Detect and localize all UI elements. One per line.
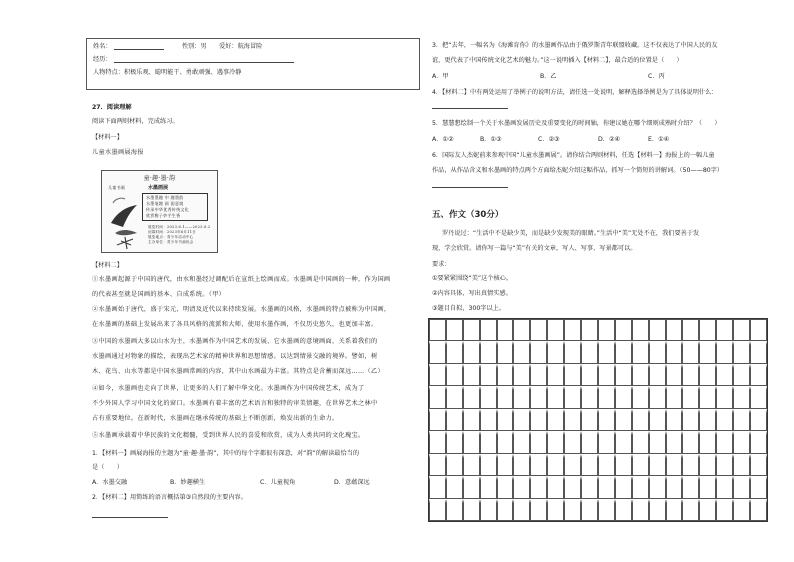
grid-cell[interactable] — [530, 454, 547, 476]
info-line: 主办单位：青少年书画协会 — [148, 240, 194, 244]
grid-cell[interactable] — [666, 454, 683, 476]
composition-heading: 五、作文（30分） — [432, 210, 504, 220]
q6-answer-line[interactable] — [432, 187, 508, 188]
question-6: 6．国际友人杰妮前来参观中国“儿童水墨画展”。请你结合两则材料，任选【材料一】海报上的一幅儿童 — [432, 152, 715, 159]
grid-cell[interactable] — [632, 319, 649, 341]
grid-cell[interactable] — [480, 499, 497, 521]
grid-cell[interactable] — [480, 431, 497, 453]
grid-cell[interactable] — [547, 409, 564, 431]
grid-cell[interactable] — [716, 454, 733, 476]
q3-option-a[interactable]: A．甲 — [432, 73, 449, 80]
experience-blank[interactable] — [114, 56, 294, 63]
question-3: 3．把“去年，一幅名为《海滩育你》的水墨画作品由于俄罗斯青年联盟收藏。这不仅表达了中国人民的友 — [432, 42, 718, 49]
grid-cell[interactable] — [699, 386, 716, 408]
grid-cell[interactable] — [547, 499, 564, 521]
grid-cell[interactable] — [547, 341, 564, 363]
traits-text: 人物特点：积极乐观、聪明能干、勇敢顽强、遇事冷静 — [93, 69, 242, 76]
q1-option-a[interactable]: A．水墨交融 — [92, 479, 128, 486]
grid-cell[interactable] — [699, 499, 716, 521]
question-4: 4．【材料二】中有两处运用了举例子的说明方法，请任选一处说明，解释选择举例是为了具体说明什么： — [432, 89, 718, 96]
grid-cell[interactable] — [480, 386, 497, 408]
grid-cell[interactable] — [615, 499, 632, 521]
grid-cell[interactable] — [733, 364, 750, 386]
slogan-line: 欣赏稚子妙手生香 — [146, 213, 181, 218]
grid-cell[interactable] — [733, 341, 750, 363]
requirements-label: 要求： — [432, 261, 451, 268]
grid-cell[interactable] — [547, 454, 564, 476]
grid-cell[interactable] — [429, 499, 446, 521]
grid-cell[interactable] — [598, 364, 615, 386]
grid-cell[interactable] — [649, 364, 666, 386]
requirement-3: ③题目自拟，300字以上。 — [432, 305, 506, 312]
grid-cell[interactable] — [513, 386, 530, 408]
grid-cell[interactable] — [649, 319, 666, 341]
poster-info — [148, 225, 211, 245]
grid-cell[interactable] — [497, 476, 514, 498]
grid-cell[interactable] — [632, 364, 649, 386]
paragraph-line: ⑤水墨画承载着中华民族的文化精髓，受到世界人民的喜爱和欣赏，成为人类共同的文化瑰宝。 — [92, 432, 365, 439]
grid-cell[interactable] — [750, 499, 767, 521]
grid-cell[interactable] — [632, 386, 649, 408]
paragraph-line: 在水墨画的基础上发展出来了各具风格的流派和大师，使用水墨作画，不仅历史悠久，也更加丰富。 — [92, 321, 378, 328]
grid-cell[interactable] — [564, 431, 581, 453]
grid-cell[interactable] — [750, 341, 767, 363]
q5-option-e[interactable]: E．①④ — [648, 136, 670, 143]
grid-cell[interactable] — [716, 319, 733, 341]
grid-cell[interactable] — [750, 319, 767, 341]
grid-cell[interactable] — [497, 364, 514, 386]
grid-cell[interactable] — [615, 476, 632, 498]
grid-cell[interactable] — [564, 364, 581, 386]
grid-cell[interactable] — [530, 364, 547, 386]
slogan-line: 传承中华优秀传统文化 — [146, 207, 189, 212]
grid-cell[interactable] — [446, 386, 463, 408]
question-3-cont: 谊，更代表了中国传统文化艺术的魅力。”这一说明插入【材料二】，最合适的位置是（ ） — [432, 57, 683, 64]
grid-cell[interactable] — [682, 499, 699, 521]
poster-slogan-box — [142, 193, 208, 221]
grid-cell[interactable] — [463, 431, 480, 453]
grid-cell[interactable] — [530, 386, 547, 408]
grid-cell[interactable] — [699, 454, 716, 476]
question-2: 2．【材料二】用简练的语言概括第③自然段的主要内容。 — [92, 494, 247, 501]
student-info-card — [86, 38, 420, 90]
grid-cell[interactable] — [480, 319, 497, 341]
grid-cell[interactable] — [547, 431, 564, 453]
grid-cell[interactable] — [480, 409, 497, 431]
grid-cell[interactable] — [497, 499, 514, 521]
grid-cell[interactable] — [480, 364, 497, 386]
grid-cell[interactable] — [581, 386, 598, 408]
grid-cell[interactable] — [632, 499, 649, 521]
paragraph-line: ④如今，水墨画也走向了世界，让更多的人们了解中华文化。水墨画作为中国传统艺术，成为了 — [92, 385, 365, 392]
material2-tag: 【材料二】 — [92, 262, 123, 269]
grid-cell[interactable] — [666, 364, 683, 386]
grid-cell[interactable] — [463, 341, 480, 363]
grid-cell[interactable] — [750, 454, 767, 476]
grid-cell[interactable] — [463, 386, 480, 408]
grid-cell[interactable] — [666, 476, 683, 498]
grid-cell[interactable] — [598, 386, 615, 408]
info-line: 展览时间：2023.6.1——2023.6.2 — [148, 225, 211, 229]
paragraph-line: ①水墨画起源于中国的唐代，由水和墨经过调配后在宣纸上绘画而成。水墨画是中国画的一种，作为国画 — [92, 276, 391, 283]
grid-cell[interactable] — [733, 476, 750, 498]
grid-cell[interactable] — [750, 409, 767, 431]
name-label: 姓名： — [93, 43, 112, 50]
grid-cell[interactable] — [733, 409, 750, 431]
grid-cell[interactable] — [632, 341, 649, 363]
grid-cell[interactable] — [497, 341, 514, 363]
grid-cell[interactable] — [649, 431, 666, 453]
grid-cell[interactable] — [497, 386, 514, 408]
grid-cell[interactable] — [649, 386, 666, 408]
grid-cell[interactable] — [581, 499, 598, 521]
grid-cell[interactable] — [564, 409, 581, 431]
composition-prompt-line: 现，学会欣赏。请你写一篇与“美”有关的文章，写人、写事、写景都可以。 — [432, 245, 637, 252]
grid-cell[interactable] — [598, 499, 615, 521]
grid-cell[interactable] — [666, 341, 683, 363]
grid-cell[interactable] — [429, 476, 446, 498]
grid-cell[interactable] — [649, 341, 666, 363]
grid-cell[interactable] — [530, 476, 547, 498]
grid-cell[interactable] — [632, 476, 649, 498]
grid-cell[interactable] — [733, 499, 750, 521]
paragraph-line: ③中国的水墨画大多以山水为主，水墨画作为中国艺术的发展，它水墨画的意境画面，关系着我们的 — [92, 338, 378, 345]
grid-cell[interactable] — [530, 341, 547, 363]
grid-cell[interactable] — [446, 364, 463, 386]
material1-caption: 儿童水墨画展海报 — [92, 149, 144, 156]
question-1: 1．【材料一】画展海报的主题为“童·趣·墨·韵”，其中的每个字都很有深意，对“韵”的解读最恰当的 — [92, 450, 360, 457]
grid-cell[interactable] — [513, 431, 530, 453]
grid-cell[interactable] — [429, 454, 446, 476]
q5-option-c[interactable]: C．②③ — [538, 136, 560, 143]
grid-cell[interactable] — [429, 386, 446, 408]
q3-option-b[interactable]: B．乙 — [540, 73, 557, 80]
q5-option-d[interactable]: D．②④ — [598, 136, 621, 143]
q1-option-b[interactable]: B．妙趣横生 — [170, 479, 206, 486]
grid-cell[interactable] — [513, 319, 530, 341]
grid-cell[interactable] — [581, 409, 598, 431]
grid-cell[interactable] — [513, 476, 530, 498]
requirement-2: ②内容具体，写出真情实感。 — [432, 290, 512, 297]
gender-text: 性别：男 — [181, 43, 207, 50]
grid-cell[interactable] — [615, 319, 632, 341]
grid-cell[interactable] — [497, 454, 514, 476]
grid-cell[interactable] — [699, 319, 716, 341]
grid-cell[interactable] — [716, 386, 733, 408]
grid-cell[interactable] — [513, 341, 530, 363]
grid-cell[interactable] — [564, 454, 581, 476]
grid-cell[interactable] — [716, 364, 733, 386]
name-blank[interactable] — [114, 43, 164, 50]
grid-cell[interactable] — [716, 476, 733, 498]
slogan-line: 水墨墨趣 中 趣墨韵 — [146, 195, 184, 200]
ink-painting-image — [107, 193, 143, 251]
grid-cell[interactable] — [750, 364, 767, 386]
grid-cell[interactable] — [446, 499, 463, 521]
grid-cell[interactable] — [429, 431, 446, 453]
q5-option-b[interactable]: B．①③ — [480, 136, 502, 143]
grid-cell[interactable] — [463, 409, 480, 431]
section-27-heading: 27．阅读理解 — [92, 104, 132, 111]
grid-cell[interactable] — [682, 431, 699, 453]
grid-cell[interactable] — [530, 499, 547, 521]
grid-cell[interactable] — [716, 409, 733, 431]
grid-cell[interactable] — [429, 341, 446, 363]
grid-cell[interactable] — [615, 409, 632, 431]
grid-cell[interactable] — [513, 499, 530, 521]
grid-cell[interactable] — [666, 386, 683, 408]
info-line: 闭幕时间：2023年6月11日 — [148, 230, 197, 234]
paragraph-line: 的代表甚至就是国画的基本、自成系统。（甲） — [92, 291, 226, 298]
grid-cell[interactable] — [598, 476, 615, 498]
experience-label: 经历： — [93, 56, 112, 63]
grid-cell[interactable] — [581, 364, 598, 386]
grid-cell[interactable] — [750, 386, 767, 408]
grid-cell[interactable] — [480, 454, 497, 476]
grid-cell[interactable] — [649, 454, 666, 476]
grid-cell[interactable] — [733, 454, 750, 476]
grid-cell[interactable] — [564, 319, 581, 341]
paragraph-line: 占有重要地位。在新时代，水墨画在继承传统的基础上不断创新，焕发出新的生命力。 — [92, 415, 339, 422]
grid-cell[interactable] — [480, 341, 497, 363]
grid-cell[interactable] — [615, 341, 632, 363]
grid-cell[interactable] — [446, 476, 463, 498]
grid-cell[interactable] — [463, 454, 480, 476]
paragraph-line: 不少外国人学习中国文化的窗口。水墨画有着丰富的艺术语言和独特的审美情趣，在世界艺术之林中 — [92, 400, 378, 407]
grid-cell[interactable] — [547, 364, 564, 386]
grid-cell[interactable] — [699, 409, 716, 431]
grid-cell[interactable] — [581, 476, 598, 498]
grid-cell[interactable] — [649, 409, 666, 431]
grid-cell[interactable] — [666, 431, 683, 453]
material1-tag: 【材料一】 — [92, 134, 123, 141]
grid-cell[interactable] — [682, 319, 699, 341]
grid-cell[interactable] — [598, 341, 615, 363]
grid-cell[interactable] — [429, 409, 446, 431]
grid-cell[interactable] — [446, 409, 463, 431]
grid-cell[interactable] — [615, 386, 632, 408]
grid-cell[interactable] — [564, 386, 581, 408]
q1-option-d[interactable]: D．意蕴深远 — [334, 479, 370, 486]
grid-cell[interactable] — [750, 431, 767, 453]
grid-cell[interactable] — [581, 454, 598, 476]
grid-cell[interactable] — [530, 409, 547, 431]
grid-cell[interactable] — [513, 364, 530, 386]
grid-cell[interactable] — [615, 454, 632, 476]
grid-cell[interactable] — [598, 409, 615, 431]
grid-cell[interactable] — [666, 409, 683, 431]
grid-cell[interactable] — [581, 319, 598, 341]
essay-writing-grid[interactable] — [428, 318, 768, 522]
grid-cell[interactable] — [513, 409, 530, 431]
slogan-line: 水墨笔趣 画 韵意境 — [146, 201, 184, 206]
grid-cell[interactable] — [429, 319, 446, 341]
paragraph-line: 水墨画通过对物象的描绘，表现出艺术家的精神世界和思想情感。以达到情景交融的境界。譬如，树 — [92, 353, 378, 360]
grid-cell[interactable] — [547, 319, 564, 341]
grid-cell[interactable] — [682, 386, 699, 408]
grid-cell[interactable] — [699, 476, 716, 498]
grid-cell[interactable] — [598, 454, 615, 476]
grid-cell[interactable] — [699, 341, 716, 363]
grid-cell[interactable] — [446, 431, 463, 453]
info-line: 展览地点：青少年活动中心 — [148, 235, 194, 239]
grid-cell[interactable] — [733, 386, 750, 408]
grid-cell[interactable] — [463, 499, 480, 521]
grid-cell[interactable] — [581, 431, 598, 453]
question-5: 5．慧慧想绘制一个关于水墨画发展历史及重要变化的时间轴，你建议她在哪个细则成熟时介绍？（ ） — [432, 120, 721, 127]
grid-cell[interactable] — [564, 341, 581, 363]
grid-cell[interactable] — [632, 454, 649, 476]
grid-cell[interactable] — [750, 476, 767, 498]
grid-cell[interactable] — [480, 476, 497, 498]
q4-answer-line[interactable] — [432, 108, 508, 109]
grid-cell[interactable] — [513, 454, 530, 476]
grid-cell[interactable] — [564, 476, 581, 498]
q1-option-c[interactable]: C．儿童视角 — [260, 479, 296, 486]
grid-cell[interactable] — [581, 341, 598, 363]
grid-cell[interactable] — [564, 499, 581, 521]
grid-cell[interactable] — [497, 409, 514, 431]
grid-cell[interactable] — [632, 431, 649, 453]
instruction-text: 阅读下面两则材料，完成练习。 — [92, 118, 179, 125]
grid-cell[interactable] — [682, 409, 699, 431]
grid-cell[interactable] — [547, 386, 564, 408]
q3-option-c[interactable]: C．丙 — [648, 73, 665, 80]
grid-cell[interactable] — [699, 364, 716, 386]
grid-cell[interactable] — [446, 319, 463, 341]
grid-cell[interactable] — [446, 341, 463, 363]
question-6-cont: 作品，从作品含义和水墨画的特点两个方面给杰妮介绍这幅作品，抓写一个简短的讲解词。（50——80字） — [432, 167, 724, 174]
grid-cell[interactable] — [716, 499, 733, 521]
requirement-1: ①要紧紧围绕“美”这个核心。 — [432, 275, 513, 282]
grid-cell[interactable] — [615, 364, 632, 386]
grid-cell[interactable] — [649, 476, 666, 498]
grid-cell[interactable] — [682, 476, 699, 498]
poster-box-heading: 水墨画展 — [148, 185, 169, 191]
poster-title: 童·趣·墨·韵 — [143, 175, 176, 182]
grid-cell[interactable] — [429, 364, 446, 386]
q5-option-a[interactable]: A．①② — [432, 136, 454, 143]
grid-cell[interactable] — [463, 364, 480, 386]
grid-cell[interactable] — [463, 319, 480, 341]
grid-cell[interactable] — [530, 431, 547, 453]
grid-cell[interactable] — [649, 499, 666, 521]
paragraph-line: 木、花鸟、山水等都是中国水墨画常画的内容，其中山水画最为丰富。其特点是含蓄而深远……（乙） — [92, 368, 384, 375]
grid-cell[interactable] — [716, 431, 733, 453]
grid-cell[interactable] — [716, 341, 733, 363]
grid-cell[interactable] — [598, 319, 615, 341]
q2-answer-line[interactable] — [92, 517, 168, 518]
composition-prompt-line: 罗丹说过：“生活中不是缺少美，而是缺少发现美的眼睛。”生活中“美”无处不在，我们要善于发 — [442, 230, 700, 237]
grid-cell[interactable] — [699, 431, 716, 453]
grid-cell[interactable] — [733, 431, 750, 453]
grid-cell[interactable] — [666, 499, 683, 521]
grid-cell[interactable] — [682, 364, 699, 386]
grid-cell[interactable] — [666, 319, 683, 341]
grid-cell[interactable] — [463, 476, 480, 498]
grid-cell[interactable] — [530, 319, 547, 341]
grid-cell[interactable] — [682, 341, 699, 363]
grid-cell[interactable] — [497, 431, 514, 453]
grid-cell[interactable] — [615, 431, 632, 453]
paragraph-line: ②水墨画始于唐代，盛于宋元，明清及近代以来持续发展。水墨画的风格，水墨画的特点被称为中国画， — [92, 306, 391, 313]
grid-cell[interactable] — [598, 431, 615, 453]
grid-cell[interactable] — [733, 319, 750, 341]
question-1-cont: 是（ ） — [92, 464, 123, 471]
grid-cell[interactable] — [547, 476, 564, 498]
grid-cell[interactable] — [682, 454, 699, 476]
grid-cell[interactable] — [446, 454, 463, 476]
grid-cell[interactable] — [497, 319, 514, 341]
hobby-text: 爱好：航海冒险 — [219, 43, 263, 50]
grid-cell[interactable] — [632, 409, 649, 431]
exhibition-poster — [101, 170, 218, 253]
poster-stamp: 儿童书画 — [108, 185, 126, 190]
